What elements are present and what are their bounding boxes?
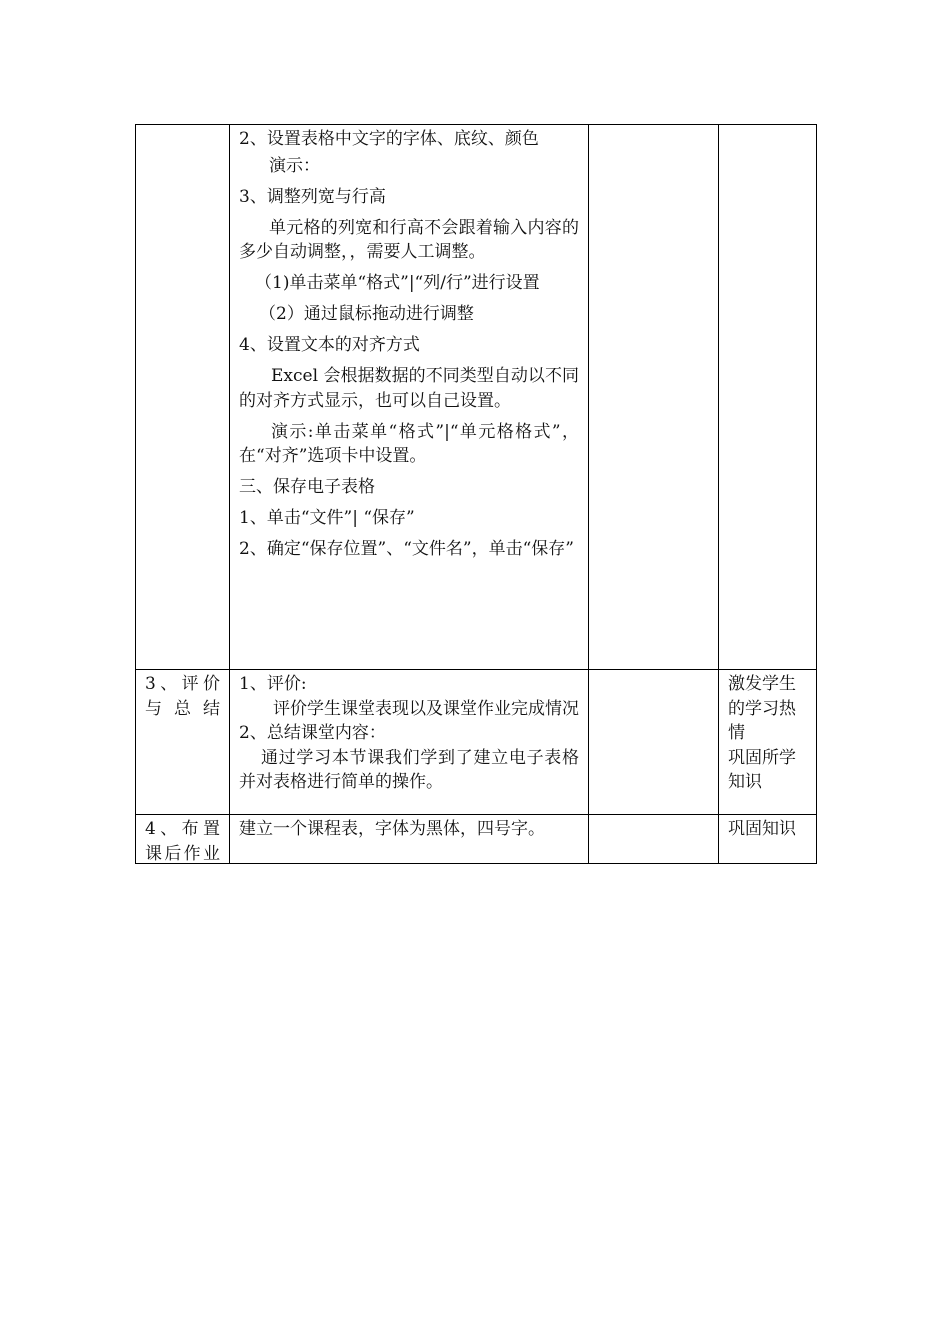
- content-line: 2、设置表格中文字的字体、底纹、颜色: [239, 129, 539, 149]
- content-line: 1、评价:: [239, 674, 307, 694]
- table-row: [136, 670, 817, 815]
- activity-cell: [589, 125, 719, 670]
- content-line: 1、单击“文件”| “保存”: [239, 508, 415, 528]
- content-cell: [230, 125, 589, 670]
- stage-cell: [136, 125, 230, 670]
- content-cell: [230, 670, 589, 815]
- intent-cell: 巩固知识: [719, 815, 817, 864]
- content-line: （1)单击菜单“格式”|“列/行”进行设置: [255, 273, 540, 293]
- content-line: 2、确定“保存位置”、“文件名”，单击“保存”: [239, 539, 574, 559]
- content-line: 演示:单击菜单“格式”|“单元格格式”，在“对齐”选项卡中设置。: [239, 421, 579, 466]
- content-line: 通过学习本节课我们学到了建立电子表格并对表格进行简单的操作。: [239, 747, 579, 792]
- content-line: 4、设置文本的对齐方式: [239, 335, 420, 355]
- content-line: Excel 会根据数据的不同类型自动以不同的对齐方式显示，也可以自己设置。: [239, 366, 579, 411]
- activity-cell: [589, 815, 719, 864]
- stage-cell: 4、布置课后作业: [136, 815, 230, 864]
- intent-cell: [719, 125, 817, 670]
- activity-cell: [589, 670, 719, 815]
- intent-line: 激发学生的学习热情: [728, 674, 796, 743]
- intent-cell: [719, 670, 817, 815]
- table-row: [136, 125, 817, 670]
- content-line: （2）通过鼠标拖动进行调整: [259, 304, 474, 324]
- content-line: 评价学生课堂表现以及课堂作业完成情况: [273, 698, 579, 719]
- content-line: 2、总结课堂内容：: [239, 723, 386, 743]
- content-cell: 建立一个课程表，字体为黑体，四号字。: [230, 815, 589, 864]
- content-line: 单元格的列宽和行高不会跟着输入内容的多少自动调整，，需要人工调整。: [239, 217, 579, 262]
- content-line: 演示：: [269, 155, 320, 176]
- content-line: 3、调整列宽与行高: [239, 186, 386, 207]
- intent-line: 巩固所学知识: [728, 747, 796, 792]
- stage-cell: 3、评价与总结: [136, 670, 230, 815]
- lesson-plan-table: [135, 124, 817, 864]
- table-row: [136, 815, 817, 864]
- content-line: 三、保存电子表格: [239, 477, 375, 497]
